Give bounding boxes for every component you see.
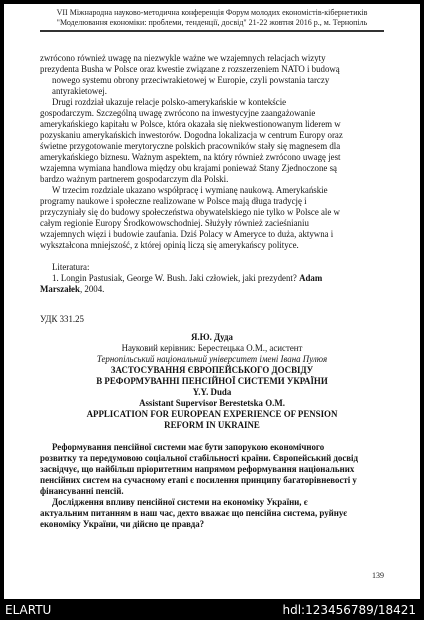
header-line-2: "Моделювання економіки: проблеми, тенденції, досвід" 21-22 жовтня 2016 р., м. Тернопіль bbox=[56, 17, 368, 27]
polish-text-line: wzajemnych więzi i budowie zaufania. Dziś Polacy w Ameryce to duża, aktywna i bbox=[40, 229, 334, 239]
polish-text-line: W trzecim rozdziale ukazano współpracę i wymianę naukową. Amerykańskie bbox=[52, 185, 328, 195]
header-rule bbox=[40, 30, 384, 32]
polish-text-line: wykształcona mniejszość, z której opinią liczą się amerykańscy polityce. bbox=[40, 240, 299, 250]
udc-code: УДК 331.25 bbox=[40, 314, 84, 324]
page-number: 139 bbox=[372, 571, 384, 580]
title-en-line-2: REFORM IN UKRAINE bbox=[164, 420, 260, 430]
literature-item-cont bbox=[40, 284, 384, 295]
polish-text-line: przyczyniały się do budowy społeczeństwa obywatelskiego nie tylko w Polsce ale w bbox=[40, 207, 340, 217]
handle-link[interactable]: hdl:123456789/18421 bbox=[282, 603, 416, 617]
supervisor-ua: Науковий керівник: Берестецька О.М., асистент bbox=[121, 343, 303, 353]
abstract-line: розвитку та передумовою соціальної стабільності країни. Європейський досвід bbox=[40, 453, 359, 463]
literature-heading: Literatura: bbox=[52, 262, 90, 272]
abstract-line: Реформування пенсійної системи має бути запорукою економічного bbox=[52, 442, 325, 452]
header-line-1: VII Міжнародна науково-методична конференція Форум молодих економістів-кібернетиків bbox=[56, 8, 368, 17]
polish-text-line: całym regionie Europy Środkowowschodniej. Służyły również zacieśnianiu bbox=[40, 218, 309, 228]
polish-text-line: zwrócono również uwagę na niezwykle ważne we wzajemnych relacjach wizyty bbox=[40, 53, 326, 63]
polish-text-line: bardzo ważnym partnerem gospodarczym dla Polski. bbox=[40, 174, 229, 184]
viewer-footer-bar bbox=[0, 599, 424, 620]
literature-publisher-cont: Marszałek bbox=[40, 284, 80, 294]
polish-text-line: gospodarczym. Szczególną uwagę zwrócono na inwestycyjne zaangażowanie bbox=[40, 108, 316, 118]
polish-text-line: prezydenta Busha w Polsce oraz kwestie związane z rozszerzeniem NATO i budową bbox=[40, 64, 340, 74]
polish-text-line: programy naukowe i społeczne realizowane w Polsce mają długa tradycję i bbox=[40, 196, 307, 206]
title-en-line-1: APPLICATION FOR EUROPEAN EXPERIENCE OF PENSION bbox=[86, 409, 338, 419]
document-page bbox=[4, 4, 420, 599]
literature-item-text: 1. Longin Pastusiak, George W. Bush. Jaki człowiek, jaki prezydent? bbox=[52, 273, 300, 283]
polish-text-line: pozyskaniu amerykańskich inwestorów. Dogodna lokalizacja w centrum Europy oraz bbox=[40, 130, 343, 140]
abstract-line: економіку України, чи дійсно це правда? bbox=[40, 519, 205, 529]
supervisor-en: Assistant Supervisor Berestetska O.M. bbox=[139, 398, 285, 408]
abstract-line: актуальним питанням в наш час, дехто вважає що пенсійна система, руйнує bbox=[40, 508, 348, 518]
polish-text-line: amerykańskiego kapitału w Polsce, która okazała się niekwestionowanym liderem w bbox=[40, 119, 341, 129]
polish-text-line: Drugi rozdział ukazuje relacje polsko-amerykańskie w kontekście bbox=[52, 97, 287, 107]
abstract-line: пенсійних систем на сучасному етапі є посилення принципу багаторівневості у bbox=[40, 475, 357, 485]
polish-text-line: wzajemna wymiana handlowa między obu krajami ponieważ Stany Zjednoczone są bbox=[40, 163, 337, 173]
author-name-ua: Я.Ю. Дуда bbox=[191, 332, 233, 342]
polish-text-line: nowego systemu obrony przeciwrakietowej w Europie, czyli powstania tarczy bbox=[52, 75, 330, 85]
polish-text-line: antyrakietowej. bbox=[52, 86, 107, 96]
repository-label: ELARTU bbox=[5, 603, 52, 617]
title-ua-line-2: В РЕФОРМУВАННІ ПЕНСІЙНОЇ СИСТЕМИ УКРАЇНИ bbox=[96, 376, 328, 386]
literature-publisher: Adam bbox=[299, 273, 323, 283]
literature-item bbox=[52, 273, 322, 284]
conference-header bbox=[40, 8, 384, 27]
polish-text-line: świetne przygotowanie merytoryczne polskich pracowników stały się magnesem dla bbox=[40, 141, 341, 151]
abstract-line: Дослідження впливу пенсійної системи на економіку України, є bbox=[52, 497, 308, 507]
university-ua: Тернопільський національний університет імені Івана Пулюя bbox=[96, 354, 328, 364]
literature-year: , 2004. bbox=[79, 284, 105, 294]
title-ua-line-1: ЗАСТОСУВАННЯ ЄВРОПЕЙСЬКОГО ДОСВІДУ bbox=[110, 365, 314, 375]
polish-text-line: amerykańskiego biznesu. Ważnym aspektem, na który również zwrócono uwagę jest bbox=[40, 152, 341, 162]
author-name-en: Y.Y. Duda bbox=[192, 387, 232, 397]
abstract-line: засвідчує, що найбільш пріоритетним напрямом реформування національних bbox=[40, 464, 355, 474]
abstract-line: фінансуванні пенсій. bbox=[40, 486, 124, 496]
